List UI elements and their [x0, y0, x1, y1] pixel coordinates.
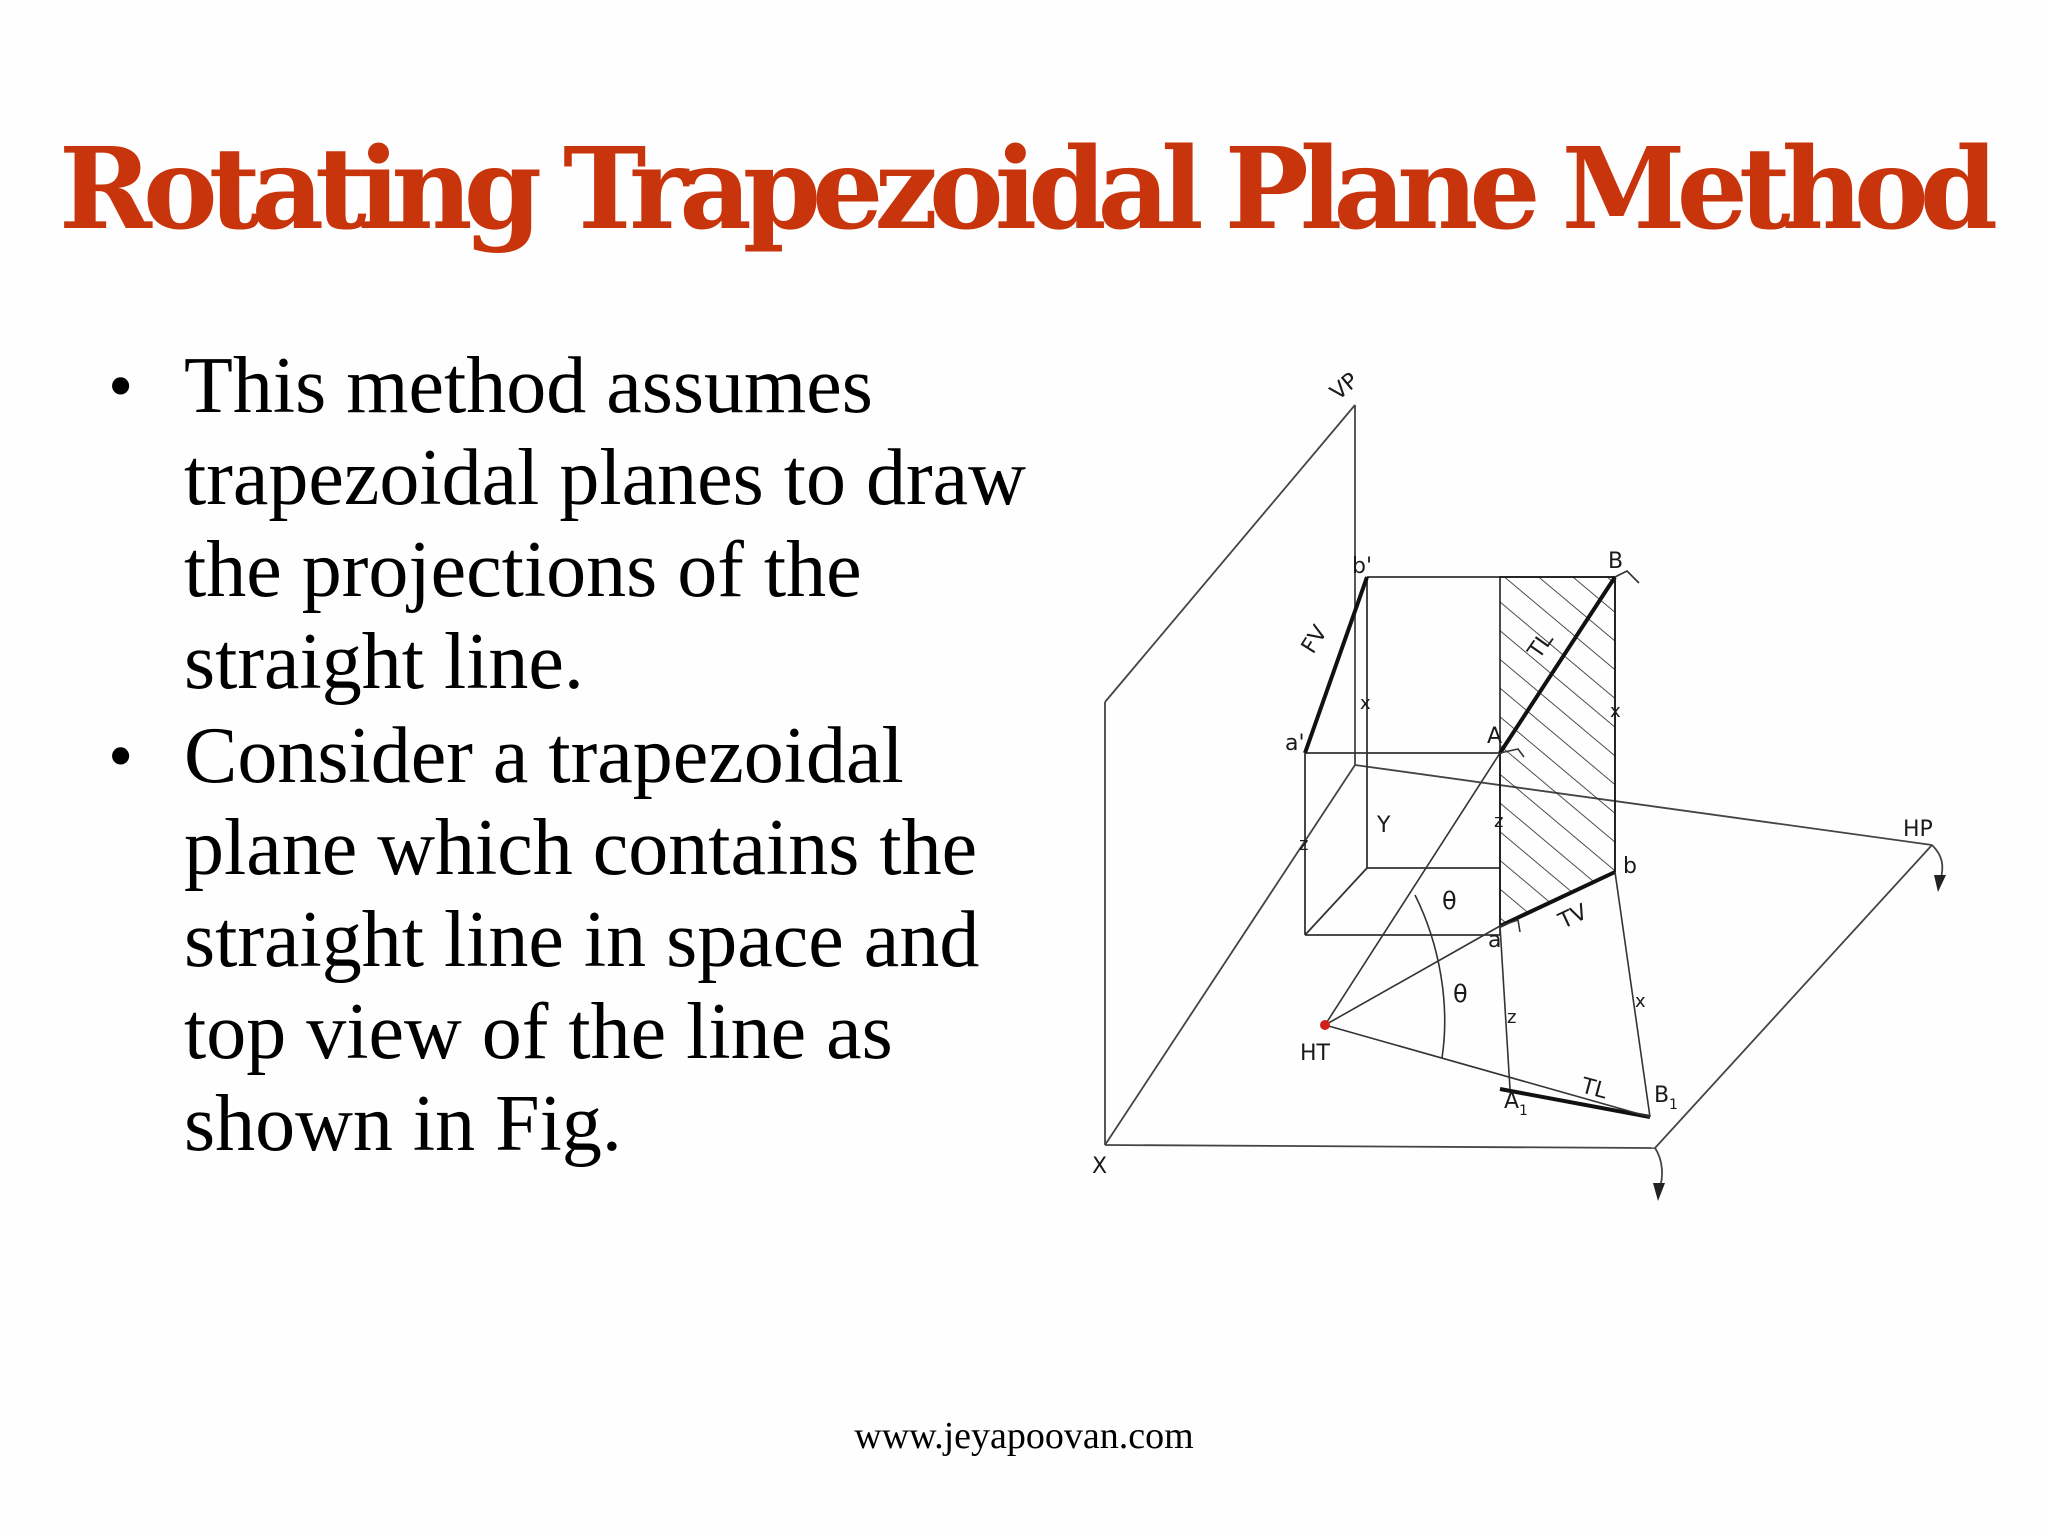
label-A1-sub: 1 — [1519, 1103, 1528, 1119]
label-b: b — [1623, 854, 1637, 879]
mark-z-1: z — [1299, 834, 1309, 855]
label-a: a — [1488, 928, 1502, 953]
label-tv: TV — [1554, 899, 1592, 935]
mark-x-3: x — [1635, 991, 1646, 1012]
label-fv: FV — [1296, 621, 1333, 659]
label-a-prime: a' — [1285, 731, 1305, 756]
bullet-list — [104, 340, 1064, 1172]
mark-z-2: z — [1494, 811, 1504, 832]
label-ht: HT — [1300, 1041, 1330, 1066]
bullet-item — [104, 340, 1064, 708]
label-x: X — [1092, 1154, 1108, 1179]
label-theta-lower: θ — [1453, 980, 1468, 1008]
label-tl-top: TL — [1523, 628, 1559, 664]
projection-diagram-svg — [1080, 365, 1980, 1235]
mark-x-1: x — [1360, 693, 1371, 714]
label-y: Y — [1377, 813, 1391, 838]
label-theta-upper: θ — [1442, 887, 1457, 915]
slide-title: Rotating Trapezoidal Plane Method — [58, 124, 1990, 255]
footer-url: www.jeyapoovan.com — [854, 1415, 1194, 1457]
label-A: A — [1487, 724, 1503, 749]
label-B: B — [1608, 549, 1624, 574]
projection-diagram — [1080, 365, 1980, 1235]
hatched-trapezoid — [1480, 565, 1630, 945]
hp-arrowhead — [1934, 875, 1946, 892]
label-b-prime: b' — [1352, 554, 1373, 579]
label-B1: B — [1654, 1083, 1670, 1108]
xy-arrowhead — [1653, 1183, 1665, 1201]
label-B1-sub: 1 — [1669, 1097, 1678, 1113]
mark-z-3: z — [1507, 1007, 1517, 1028]
bullet-text: Consider a trapezoidal plane which contains the straight line in space and top view of the line as shown in Fig. — [184, 712, 980, 1168]
label-vp: VP — [1325, 368, 1364, 406]
mark-x-2: x — [1610, 701, 1621, 722]
label-A1: A — [1504, 1089, 1520, 1114]
bullet-icon: • — [108, 346, 134, 426]
label-hp: HP — [1903, 817, 1933, 842]
bullet-icon: • — [108, 716, 134, 796]
bullet-text: This method assumes trapezoidal planes to draw the projections of the straight line. — [184, 342, 1026, 706]
label-tl-bottom: TL — [1578, 1073, 1610, 1105]
ht-point — [1320, 1020, 1330, 1030]
vertical-plane — [1105, 405, 1355, 1145]
bullet-item — [104, 710, 1064, 1170]
